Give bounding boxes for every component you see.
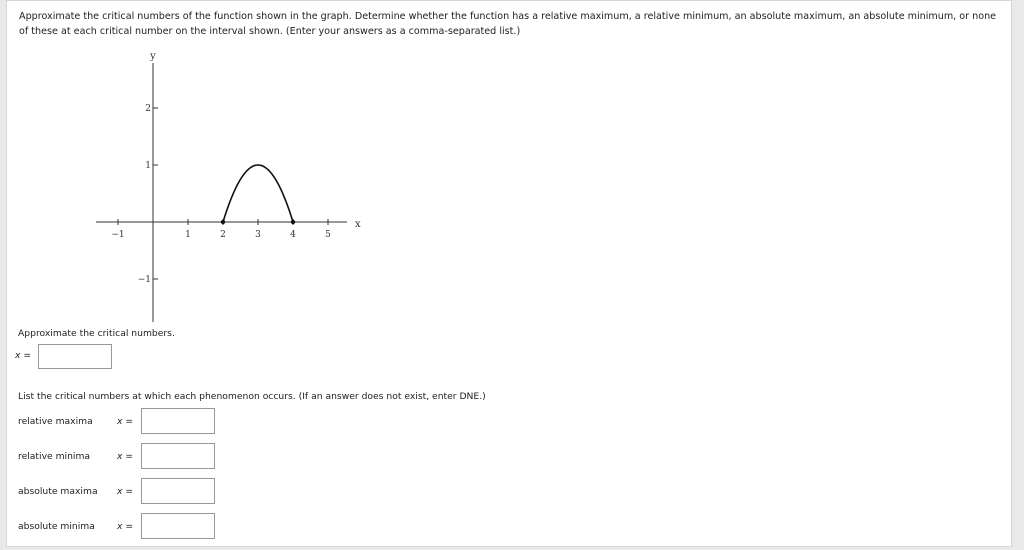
absolute-maxima-x-label: x =	[117, 486, 134, 497]
relative-maxima-x-label: x =	[117, 416, 134, 427]
critical-numbers-prompt: Approximate the critical numbers.	[18, 328, 175, 339]
closed-endpoint-right	[291, 220, 295, 224]
x-tick-label: −1	[111, 230, 125, 240]
graph-axes	[96, 63, 347, 322]
y-axis-label: y	[150, 51, 156, 62]
x-axis-label: x	[355, 219, 361, 230]
critical-x-label: x =	[15, 350, 32, 361]
absolute-minima-input[interactable]	[141, 513, 215, 539]
critical-numbers-input[interactable]	[38, 344, 112, 369]
closed-endpoint-left	[221, 220, 225, 224]
relative-maxima-label: relative maxima	[18, 416, 93, 427]
graph-ticks	[111, 104, 331, 285]
x-tick-label: 3	[255, 230, 261, 240]
relative-minima-label: relative minima	[18, 451, 91, 462]
relative-maxima-input[interactable]	[141, 408, 215, 434]
absolute-maxima-label: absolute maxima	[18, 486, 98, 497]
relative-minima-input[interactable]	[141, 443, 215, 469]
x-tick-label: 2	[220, 230, 226, 240]
y-tick-label: 1	[145, 161, 151, 171]
list-prompt: List the critical numbers at which each phenomenon occurs. (If an answer does not exist, enter DNE.)	[18, 391, 486, 402]
absolute-minima-x-label: x =	[117, 521, 134, 532]
x-tick-label: 5	[325, 230, 331, 240]
x-tick-label: 4	[290, 230, 296, 240]
function-curve	[223, 165, 293, 222]
y-tick-label: 2	[145, 104, 151, 114]
absolute-minima-label: absolute minima	[18, 521, 95, 532]
question-text: Approximate the critical numbers of the function shown in the graph. Determine whether the function has a relative maximum, a relative minimum, an absolute maximum, an absolute minimum, or none of these at each critical number on the interval shown. (Enter your answers as a comma-separated list.)	[19, 11, 997, 37]
absolute-maxima-input[interactable]	[141, 478, 215, 504]
relative-minima-x-label: x =	[117, 451, 134, 462]
x-tick-label: 1	[185, 230, 191, 240]
y-tick-label: −1	[137, 275, 151, 285]
